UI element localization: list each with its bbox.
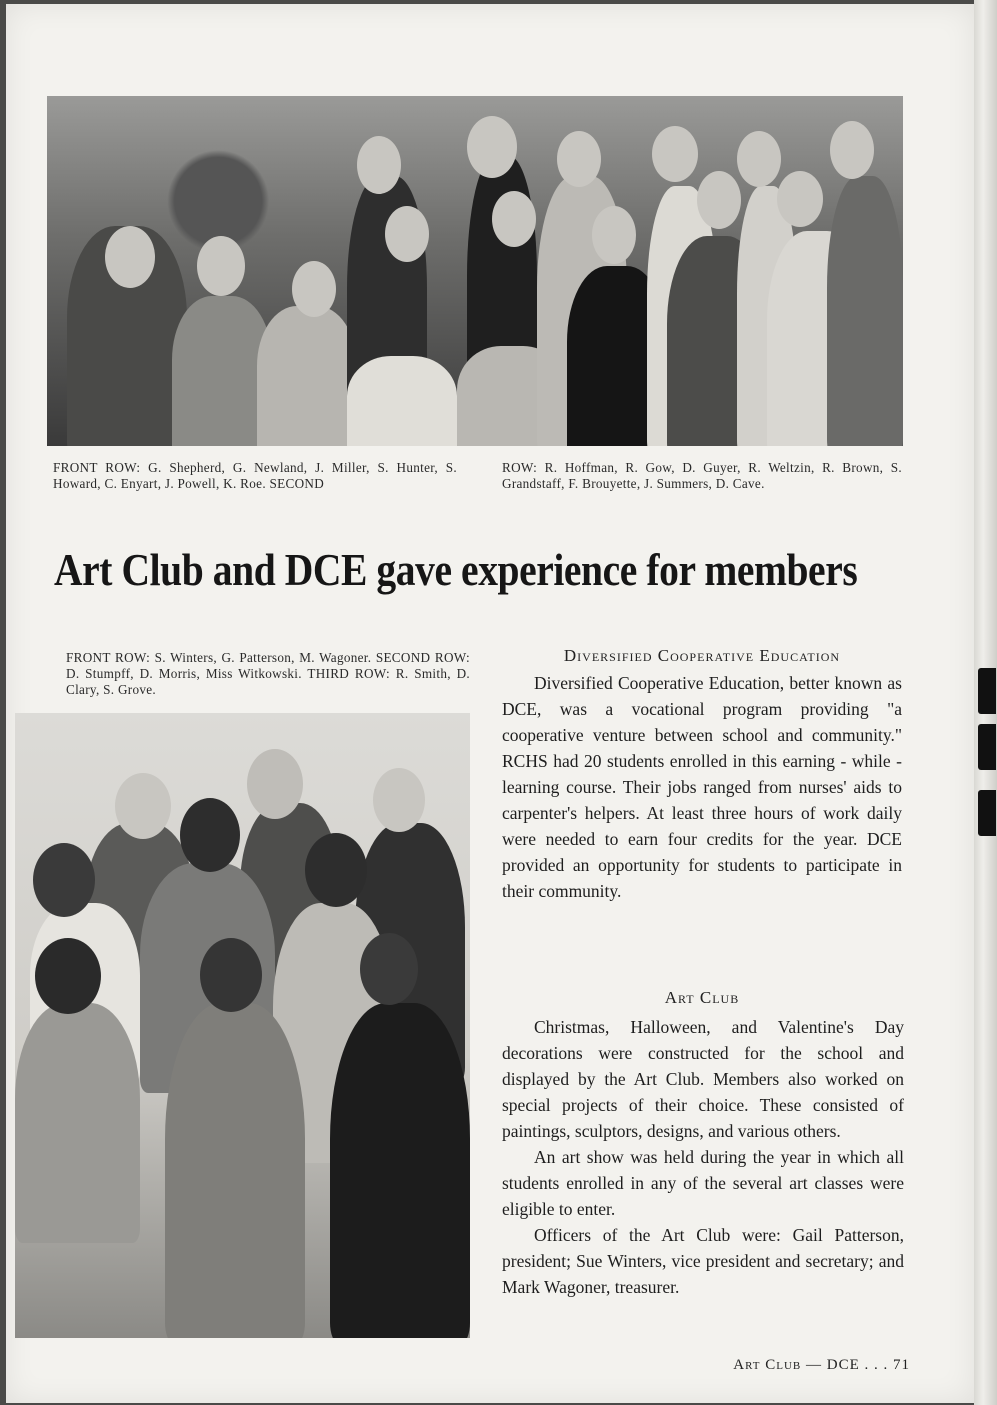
- binder-clip-top: [978, 668, 996, 714]
- dce-paragraph: Diversified Cooperative Education, better known as DCE, was a vocational program providing "a cooperative venture between school and community." RCHS had 20 students enrolled in this earning - while - learning course. Their jobs ranged from nurses' aids to carpenter's helpers. At least three hours of work daily were needed to earn four credits for the year. DCE provided an opportunity for students to participate in their community.: [502, 673, 902, 901]
- dce-group-photo: [47, 96, 903, 446]
- art-club-photo-caption: FRONT ROW: S. Winters, G. Patterson, M. Wagoner. SECOND ROW: D. Stumpff, D. Morris, Miss Witkowski. THIRD ROW: R. Smith, D. Clary, S. Grove.: [66, 650, 470, 697]
- page-headline: Art Club and DCE gave experience for members: [54, 544, 858, 595]
- page-number: 71: [893, 1357, 910, 1373]
- binder-clip-bottom: [978, 790, 996, 836]
- footer-section-label: Art Club — DCE . . .: [733, 1357, 889, 1373]
- page-footer: [700, 1357, 910, 1374]
- art-club-paragraph-1: Christmas, Halloween, and Valentine's Day decorations were constructed for the school and displayed by the Art Club. Members also worked on special projects of their choice. These consisted of paintings, sculptors, designs, and various others.: [502, 1017, 904, 1141]
- art-club-paragraph-2: An art show was held during the year in which all students enrolled in any of the several art classes were eligible to enter.: [502, 1147, 904, 1219]
- art-club-section-heading: Art Club: [664, 988, 740, 1007]
- dce-photo-caption-left: FRONT ROW: G. Shepherd, G. Newland, J. Miller, S. Hunter, S. Howard, C. Enyart, J. Powell, K. Roe. SECOND: [53, 460, 457, 491]
- dce-section-heading: Diversified Cooperative Education: [563, 646, 841, 665]
- art-club-group-photo: [15, 713, 470, 1338]
- dce-photo-caption-right: ROW: R. Hoffman, R. Gow, D. Guyer, R. Weltzin, R. Brown, S. Grandstaff, F. Brouyette, J. Summers, D. Cave.: [502, 460, 902, 491]
- art-club-section-body: [502, 1014, 904, 1300]
- binder-clip-middle: [978, 724, 996, 770]
- art-club-paragraph-3: Officers of the Art Club were: Gail Patterson, president; Sue Winters, vice president and secretary; and Mark Wagoner, treasurer.: [502, 1225, 904, 1297]
- dce-section-body: [502, 670, 902, 904]
